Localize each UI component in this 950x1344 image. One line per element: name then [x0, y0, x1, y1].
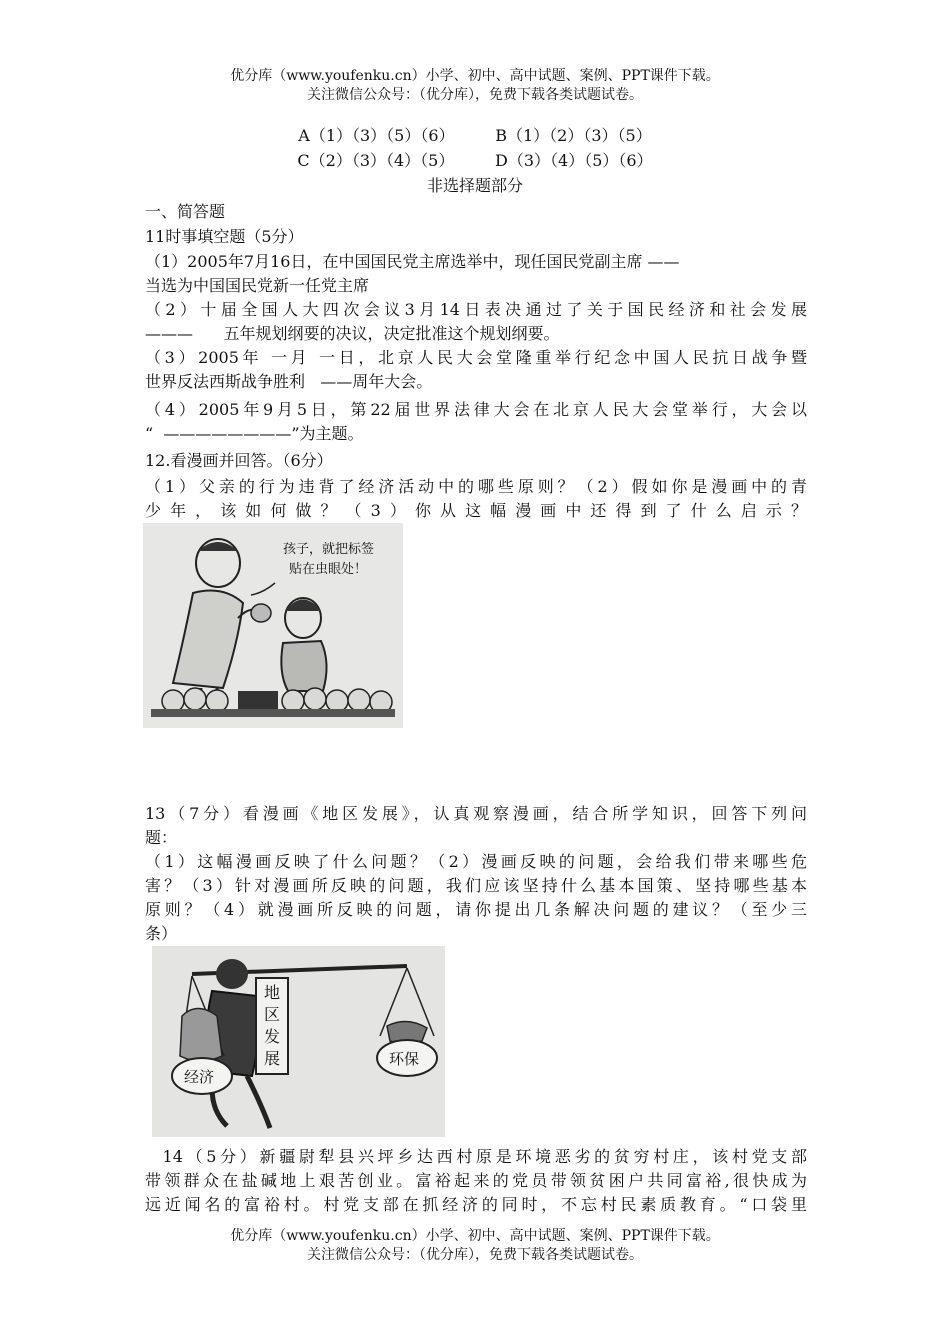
q11-line-8: “ ————————”为主题。 — [145, 424, 364, 443]
speech-line-1: 孩子，就把标签 — [283, 542, 375, 557]
sign-char-3: 发 — [264, 1027, 281, 1046]
sign-char-2: 区 — [264, 1005, 281, 1024]
q11-title: 11时事填空题（5分） — [145, 227, 304, 246]
q11-line-1: （1）2005年7月16日，在中国国民党主席选举中，现任国民党副主席 —— — [145, 252, 680, 271]
q11-line-7: （4）2005年9月5日，第22届世界法律大会在北京人民大会堂举行，大会以 — [145, 400, 807, 419]
options-row-2: C（2）（3）（4）（5） D（3）（4）（5）（6） — [297, 151, 653, 170]
q13-line-4: 害？（3）针对漫画所反映的问题，我们应该坚持什么基本国策、坚持哪些基本 — [145, 876, 807, 895]
basket-left-label: 经济 — [184, 1068, 215, 1086]
cartoon-regional-development — [152, 946, 445, 1137]
q11-line-3: （2）十届全国人大四次会议3月14日表决通过了关于国民经济和社会发展 — [145, 300, 807, 319]
cartoon-fruit-label — [143, 523, 403, 728]
basket-right-label: 环保 — [389, 1050, 420, 1068]
q14-line-2: 带领群众在盐碱地上艰苦创业。富裕起来的党员带领贫困户共同富裕,很快成为 — [145, 1171, 807, 1190]
sign-char-1: 地 — [264, 983, 281, 1002]
q12-line-2: 少年，该如何做？（3）你从这幅漫画中还得到了什么启示？ — [145, 501, 807, 520]
q11-line-2: 当选为中国国民党新一任党主席 — [145, 276, 370, 295]
footer-line-2: 关注微信公众号：（优分库），免费下载各类试题试卷。 — [307, 1247, 643, 1263]
header-line-2: 关注微信公众号：（优分库），免费下载各类试题试卷。 — [307, 87, 643, 103]
q13-line-6: 条） — [145, 924, 178, 943]
q14-line-1: 14（5分）新疆尉犁县兴坪乡达西村原是环境恶劣的贫穷村庄，该村党支部 — [145, 1147, 807, 1166]
q13-line-1: 13（7分）看漫画《地区发展》，认真观察漫画，结合所学知识，回答下列问 — [145, 804, 807, 823]
options-row-1: A（1）（3）（5）（6） B（1）（2）（3）（5） — [298, 126, 652, 145]
q11-line-4: ——— 五年规划纲要的决议，决定批准这个规划纲要。 — [145, 324, 560, 343]
q13-line-2: 题： — [145, 828, 178, 847]
q11-line-5: （3）2005年 一月 一日，北京人民大会堂隆重举行纪念中国人民抗日战争暨 — [145, 348, 807, 367]
footer-line-1: 优分库（www.youfenku.cn）小学、初中、高中试题、案例、PPT课件下载。 — [230, 1228, 720, 1244]
section-title: 非选择题部分 — [426, 176, 523, 195]
q11-line-6: 世界反法西斯战争胜利 ——周年大会。 — [145, 372, 433, 391]
header-line-1: 优分库（www.youfenku.cn）小学、初中、高中试题、案例、PPT课件下载。 — [230, 68, 720, 84]
sign-char-4: 展 — [264, 1049, 281, 1068]
part-heading: 一、简答题 — [145, 202, 226, 221]
q13-line-5: 原则？（4）就漫画所反映的问题，请你提出几条解决问题的建议？（至少三 — [145, 900, 807, 919]
q13-line-3: （1）这幅漫画反映了什么问题？（2）漫画反映的问题，会给我们带来哪些危 — [145, 852, 807, 871]
q14-line-3: 远近闻名的富裕村。村党支部在抓经济的同时，不忘村民素质教育。“口袋里 — [145, 1195, 807, 1214]
q12-line-1: （1）父亲的行为违背了经济活动中的哪些原则？（2）假如你是漫画中的青 — [145, 477, 807, 496]
q12-title: 12.看漫画并回答。（6分） — [145, 451, 333, 470]
speech-line-2: 贴在虫眼处！ — [289, 562, 368, 577]
